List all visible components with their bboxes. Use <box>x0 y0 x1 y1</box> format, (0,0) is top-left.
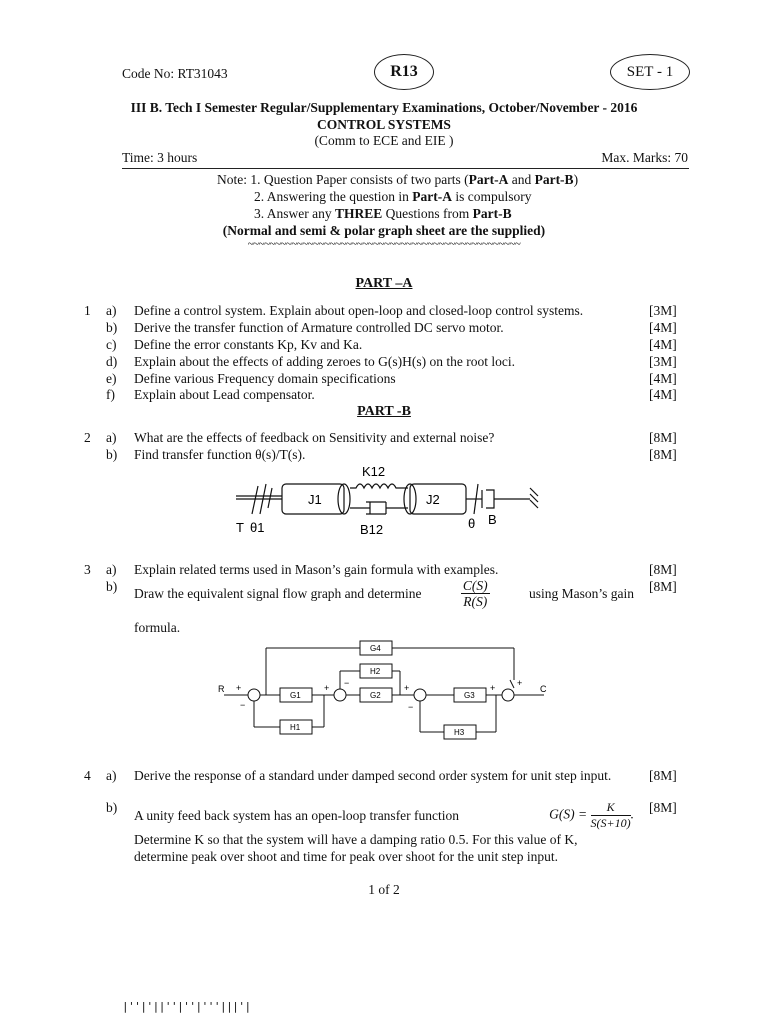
q3b-marks: [8M] <box>649 579 677 594</box>
q3b-fraction <box>461 578 490 609</box>
q1b-marks: [4M] <box>649 320 677 335</box>
q1c-letter: c) <box>106 337 117 352</box>
note-2-end: is compulsory <box>451 189 532 204</box>
q3b-denominator: R(S) <box>463 594 488 609</box>
q1b-text: Derive the transfer function of Armature controlled DC servo motor. <box>134 320 504 335</box>
regulation-label: R13 <box>390 63 418 80</box>
q4b-text-line2: Determine K so that the system will have a damping ratio 0.5. For this value of K, determine peak over shoot and time for peak over shoot for the unit step input. <box>134 832 578 864</box>
q2b-letter: b) <box>106 447 118 462</box>
q1c-marks: [4M] <box>649 337 677 352</box>
fig-b12-label: B12 <box>360 522 384 537</box>
code-number: Code No: RT31043 <box>122 66 228 81</box>
question-1-number: 1 <box>84 303 91 318</box>
block-diagram <box>214 636 554 742</box>
q4a-text: Derive the response of a standard under damped second order system for unit step input. <box>134 768 612 783</box>
q2b-text: Find transfer function θ(s)/T(s). <box>134 447 306 462</box>
q4b-tf-denominator: S(S+10) <box>590 816 631 830</box>
sum1-minus: − <box>240 700 246 710</box>
note-2 <box>254 189 531 205</box>
q1f-letter: f) <box>106 387 115 402</box>
set-badge <box>610 54 690 90</box>
note-1-text: Note: 1. Question Paper consists of two parts ( <box>217 172 469 187</box>
fig-j2-label: J2 <box>426 492 440 507</box>
q4b-tf-numerator: K <box>591 800 631 816</box>
note-3 <box>254 206 512 222</box>
note-3-text: 3. Answer any <box>254 206 335 221</box>
sum4-plus-top: + <box>517 678 523 688</box>
q1b-letter: b) <box>106 320 118 335</box>
sum3-plus: + <box>404 683 410 693</box>
block-h3: H3 <box>454 728 465 737</box>
q4a-marks: [8M] <box>649 768 677 783</box>
q3b-text-post: using Mason’s gain <box>528 585 634 601</box>
q3b-numerator: C(S) <box>462 578 488 593</box>
barcode-text: |''|'||''|''|'''|||'| <box>122 1000 251 1013</box>
q2a-letter: a) <box>106 430 117 445</box>
q3a-marks: [8M] <box>649 562 677 577</box>
q4b-transfer-function <box>549 800 634 831</box>
note-1-and: and <box>508 172 535 187</box>
q4b-tf-end: . <box>630 806 634 822</box>
fig-theta1-label: θ1 <box>250 520 265 535</box>
exam-title: III B. Tech I Semester Regular/Supplementary Examinations, October/November - 2016 <box>130 100 638 115</box>
fig-k12-label: K12 <box>362 464 386 479</box>
fig-torque-label: T <box>236 520 244 535</box>
branches: (Comm to ECE and EIE ) <box>314 133 454 148</box>
block-g3: G3 <box>464 691 475 700</box>
note-3-mid: Questions from <box>382 206 473 221</box>
note-3-part-b: Part-B <box>472 206 512 221</box>
rotational-system-diagram <box>230 462 550 540</box>
block-h2: H2 <box>370 667 381 676</box>
q1a-marks: [3M] <box>649 303 677 318</box>
q1e-marks: [4M] <box>649 371 677 386</box>
note-4: (Normal and semi & polar graph sheet are the supplied) <box>222 223 546 238</box>
block-r-label: R <box>218 684 225 694</box>
question-3-number: 3 <box>84 562 91 577</box>
q3b-text-line <box>134 578 634 609</box>
q4b-marks: [8M] <box>649 800 677 815</box>
subject-title: CONTROL SYSTEMS <box>317 117 451 132</box>
q1a-text: Define a control system. Explain about open-loop and closed-loop control systems. <box>134 303 584 318</box>
page-number: 1 of 2 <box>368 882 400 897</box>
block-g2: G2 <box>370 691 381 700</box>
fig-j1-label: J1 <box>308 492 322 507</box>
note-3-three: THREE <box>335 206 383 221</box>
q3b-text-line2: formula. <box>134 620 181 635</box>
sum1-plus: + <box>236 683 242 693</box>
question-4-number: 4 <box>84 768 91 783</box>
q1d-letter: d) <box>106 354 118 369</box>
note-1 <box>217 172 578 188</box>
sum4-plus: + <box>490 683 496 693</box>
q1f-text: Explain about Lead compensator. <box>134 387 315 402</box>
q1f-marks: [4M] <box>649 387 677 402</box>
q1e-text: Define various Frequency domain specifications <box>134 371 396 386</box>
block-c-label: C <box>540 684 547 694</box>
q1d-text: Explain about the effects of adding zeroes to G(s)H(s) on the root loci. <box>134 354 516 369</box>
q4b-tf-lhs: G(S) = <box>549 806 588 822</box>
sum2-minus: − <box>344 678 350 688</box>
sum2-plus: + <box>324 683 330 693</box>
q3a-letter: a) <box>106 562 117 577</box>
question-2-number: 2 <box>84 430 91 445</box>
q2a-marks: [8M] <box>649 430 677 445</box>
tilde-divider: ~~~~~~~~~~~~~~~~~~~~~~~~~~~~~~~~~~~~~~~~~~~~~~~~~~ <box>247 238 521 250</box>
q3a-text: Explain related terms used in Mason’s gain formula with examples. <box>134 562 499 577</box>
q2a-text: What are the effects of feedback on Sensitivity and external noise? <box>134 430 495 445</box>
q1c-text: Define the error constants Kp, Kv and Ka. <box>134 337 363 352</box>
note-2-part-a: Part-A <box>412 189 452 204</box>
q1d-marks: [3M] <box>649 354 677 369</box>
note-1-part-b: Part-B <box>534 172 574 187</box>
q4b-letter: b) <box>106 800 118 815</box>
q4b-text-line <box>134 800 634 831</box>
part-a-heading: PART –A <box>355 276 413 291</box>
q3b-letter: b) <box>106 579 118 594</box>
fig-b-label: B <box>488 512 497 527</box>
regulation-badge <box>374 54 434 90</box>
note-2-text: 2. Answering the question in <box>254 189 413 204</box>
q4b-tf-fraction <box>591 800 631 831</box>
set-label: SET - 1 <box>626 63 674 80</box>
block-g1: G1 <box>290 691 301 700</box>
note-1-part-a: Part-A <box>468 172 509 187</box>
q1a-letter: a) <box>106 303 117 318</box>
max-marks: Max. Marks: 70 <box>601 150 688 165</box>
q3b-text: Draw the equivalent signal flow graph and determine <box>134 585 422 601</box>
part-b-heading: PART -B <box>357 404 411 419</box>
q4a-letter: a) <box>106 768 117 783</box>
sum3-minus: − <box>408 702 414 712</box>
q2b-marks: [8M] <box>649 447 677 462</box>
block-g4: G4 <box>370 644 381 653</box>
header-divider <box>122 168 689 169</box>
q1e-letter: e) <box>106 371 117 386</box>
q4b-text: A unity feed back system has an open-loop transfer function <box>134 807 460 823</box>
note-1-close: ) <box>573 172 579 187</box>
time-allowed: Time: 3 hours <box>122 150 198 165</box>
fig-theta-label: θ <box>468 516 476 531</box>
block-h1: H1 <box>290 723 301 732</box>
